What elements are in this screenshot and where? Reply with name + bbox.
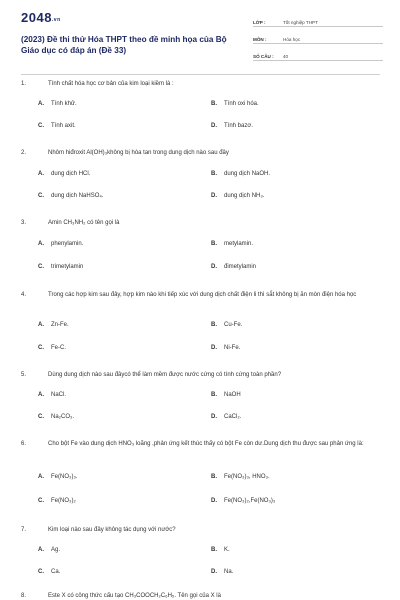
option-text: đimetylamin: [224, 264, 257, 270]
option-letter: A.: [38, 392, 44, 398]
option-b[interactable]: [211, 171, 270, 177]
option-letter: B.: [211, 171, 217, 177]
option-letter: C.: [38, 264, 44, 270]
option-text: Fe(NO₃)₂: [51, 498, 76, 504]
option-text: dung dịch NaOH.: [224, 171, 271, 177]
option-c[interactable]: [38, 193, 103, 199]
question-number: 2.: [21, 150, 27, 156]
meta-value: 40: [283, 54, 289, 59]
option-letter: D.: [211, 498, 217, 504]
option-b[interactable]: [211, 241, 253, 247]
option-b[interactable]: [211, 474, 270, 480]
option-text: Fe(NO₃)₃.: [51, 474, 78, 480]
option-text: Fe(NO₃)₂,Fe(NO₃)₃: [224, 498, 276, 504]
option-letter: D.: [211, 345, 217, 351]
option-text: Fe(NO₃)₃, HNO₃.: [224, 474, 270, 480]
option-c[interactable]: [38, 264, 83, 270]
site-logo[interactable]: [21, 10, 61, 25]
option-d[interactable]: [211, 264, 256, 270]
question-number: 6.: [21, 441, 27, 447]
option-b[interactable]: [211, 101, 259, 107]
question-number: 5.: [21, 372, 27, 378]
option-letter: D.: [211, 193, 217, 199]
question-number: 7.: [21, 527, 27, 533]
option-text: Tính oxi hóa.: [224, 101, 259, 107]
meta-row-subject: [253, 30, 383, 44]
option-text: Ni-Fe.: [224, 345, 241, 351]
header-divider: [21, 74, 380, 75]
exam-meta: [253, 13, 383, 64]
option-text: Cu-Fe.: [224, 322, 243, 328]
option-letter: C.: [38, 345, 44, 351]
option-text: NaCl.: [51, 392, 67, 398]
option-text: Fe-C.: [51, 345, 66, 351]
logo-suffix: .vn: [51, 17, 61, 23]
question-text: Trong các hợp kim sau đây, hợp kim nào khi tiếp xúc với dung dịch chất điện li thì sắt không bị ăn mòn điện hóa học: [48, 292, 357, 298]
option-c[interactable]: [38, 569, 60, 575]
option-letter: B.: [211, 392, 217, 398]
option-letter: A.: [38, 322, 44, 328]
option-text: Tính bazơ.: [224, 123, 253, 129]
question-text: Tính chất hóa học cơ bản của kim loại kiềm là :: [48, 81, 174, 87]
option-letter: A.: [38, 101, 44, 107]
option-letter: C.: [38, 193, 44, 199]
option-text: NaOH: [224, 392, 241, 398]
question-text: Kim loại nào sau đây không tác dụng với nước?: [48, 527, 176, 533]
option-text: trimetylamin: [51, 264, 84, 270]
question-number: 1.: [21, 81, 27, 87]
option-text: dung dịch HCl.: [51, 171, 91, 177]
meta-row-count: [253, 47, 383, 61]
exam-title: (2023) Đề thi thử Hóa THPT theo đề minh họa của Bộ Giáo dục có đáp án (Đề 33): [21, 35, 227, 55]
option-letter: D.: [211, 123, 217, 129]
option-d[interactable]: [211, 569, 233, 575]
option-letter: B.: [211, 547, 217, 553]
option-c[interactable]: [38, 345, 66, 351]
meta-value: Hóa học: [283, 37, 301, 42]
option-text: metylamin.: [224, 241, 254, 247]
option-b[interactable]: [211, 322, 242, 328]
question-text: Amin CH₃NH₂ có tên gọi là: [48, 220, 120, 226]
meta-key: LỚP :: [253, 20, 266, 25]
option-text: phenylamin.: [51, 241, 84, 247]
option-text: Ag.: [51, 547, 61, 553]
option-letter: D.: [211, 264, 217, 270]
option-d[interactable]: [211, 193, 264, 199]
option-c[interactable]: [38, 123, 76, 129]
option-letter: B.: [211, 474, 217, 480]
meta-key: MÔN :: [253, 37, 267, 42]
option-b[interactable]: [211, 547, 230, 553]
option-letter: C.: [38, 414, 44, 420]
option-a[interactable]: [38, 241, 83, 247]
option-text: dung dịch NaHSO₄.: [51, 193, 104, 199]
question-text: Este X có công thức cấu tạo CH₃COOCH₂C₆H₅. Tên gọi của X là: [48, 593, 221, 599]
option-text: K.: [224, 547, 230, 553]
meta-row-class: [253, 13, 383, 27]
option-letter: B.: [211, 322, 217, 328]
logo-text: 2048: [21, 10, 52, 25]
option-letter: C.: [38, 498, 44, 504]
option-text: Na.: [224, 569, 234, 575]
option-text: Tính axit.: [51, 123, 76, 129]
option-text: dung dịch NH₃.: [224, 193, 265, 199]
question-text: Nhôm hiđroxit Al(OH)₃không bị hòa tan trong dung dịch nào sau đây: [48, 150, 229, 156]
option-a[interactable]: [38, 101, 77, 107]
option-text: Ca.: [51, 569, 61, 575]
option-letter: D.: [211, 414, 217, 420]
option-a[interactable]: [38, 322, 69, 328]
option-c[interactable]: [38, 498, 76, 504]
meta-key: SỐ CÂU :: [253, 54, 274, 59]
option-text: Zn-Fe.: [51, 322, 69, 328]
option-letter: B.: [211, 101, 217, 107]
option-a[interactable]: [38, 474, 78, 480]
option-c[interactable]: [38, 414, 74, 420]
option-a[interactable]: [38, 171, 90, 177]
option-text: CaCl₂.: [224, 414, 242, 420]
option-letter: A.: [38, 547, 44, 553]
exam-header: [0, 0, 400, 70]
option-d[interactable]: [211, 123, 253, 129]
option-d[interactable]: [211, 498, 275, 504]
option-b[interactable]: [211, 392, 241, 398]
option-d[interactable]: [211, 345, 240, 351]
option-letter: C.: [38, 123, 44, 129]
option-text: Tính khử.: [51, 101, 77, 107]
option-letter: C.: [38, 569, 44, 575]
option-letter: A.: [38, 171, 44, 177]
question-number: 8.: [21, 593, 27, 599]
question-number: 4.: [21, 292, 27, 298]
option-letter: A.: [38, 474, 44, 480]
question-text: Cho bột Fe vào dung dịch HNO₃ loãng ,phản ứng kết thúc thấy có bột Fe còn dư.Dung dịch thu được sau phản ứng là:: [48, 441, 364, 447]
option-letter: D.: [211, 569, 217, 575]
question-number: 3.: [21, 220, 27, 226]
option-letter: B.: [211, 241, 217, 247]
option-a[interactable]: [38, 392, 66, 398]
question-text: Dùng dung dịch nào sau đâycó thể làm mềm được nước cứng có tính cứng toàn phần?: [48, 372, 282, 378]
option-a[interactable]: [38, 547, 60, 553]
option-text: Na₂CO₃.: [51, 414, 75, 420]
meta-value: Tốt nghiệp THPT: [283, 20, 318, 25]
option-letter: A.: [38, 241, 44, 247]
option-d[interactable]: [211, 414, 241, 420]
